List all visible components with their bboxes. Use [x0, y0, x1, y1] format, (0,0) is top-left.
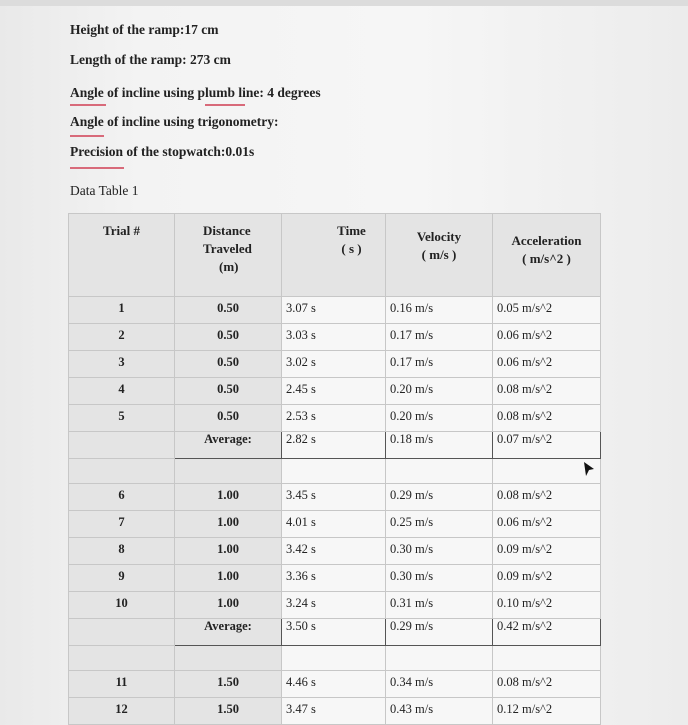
trial-group-1	[69, 297, 601, 432]
mouse-pointer-icon	[582, 461, 596, 479]
trial-group-3	[69, 671, 601, 725]
angle-plumb-text: Angle of incline using plumb line: 4 degrees	[70, 85, 321, 100]
trial-cell: 8	[69, 538, 175, 565]
ramp-length-text: Length of the ramp: 273 cm	[70, 52, 231, 67]
trial-cell: 9	[69, 565, 175, 592]
spacer-cell	[386, 459, 493, 484]
distance-cell: 1.00	[175, 565, 282, 592]
acceleration-cell: 0.06 m/s^2	[493, 511, 601, 538]
table-row	[69, 511, 601, 538]
acceleration-cell: 0.09 m/s^2	[493, 538, 601, 565]
time-cell: 3.07 s	[282, 297, 386, 324]
spacer-cell	[175, 646, 282, 671]
header-distance-line2: Traveled	[203, 241, 252, 256]
acceleration-cell: 0.06 m/s^2	[493, 351, 601, 378]
header-time-line1: Time	[337, 223, 366, 238]
spacer-cell	[175, 459, 282, 484]
table-row	[69, 351, 601, 378]
blank-cell	[69, 432, 175, 459]
distance-cell: 0.50	[175, 378, 282, 405]
header-row	[69, 214, 601, 297]
velocity-cell: 0.34 m/s	[386, 671, 493, 698]
acceleration-cell: 0.08 m/s^2	[493, 671, 601, 698]
velocity-cell: 0.43 m/s	[386, 698, 493, 725]
spacer-cell	[282, 646, 386, 671]
trial-cell: 5	[69, 405, 175, 432]
header-distance	[175, 214, 282, 297]
time-cell: 4.46 s	[282, 671, 386, 698]
velocity-cell: 0.30 m/s	[386, 565, 493, 592]
ramp-height-text: Height of the ramp:17 cm	[70, 22, 219, 37]
distance-cell: 1.00	[175, 511, 282, 538]
header-velocity-line1: Velocity	[416, 229, 462, 244]
spellcheck-underline	[70, 104, 106, 106]
distance-cell: 1.00	[175, 484, 282, 511]
trial-cell: 7	[69, 511, 175, 538]
trial-cell: 6	[69, 484, 175, 511]
time-cell: 3.03 s	[282, 324, 386, 351]
table-row	[69, 484, 601, 511]
blank-cell	[69, 619, 175, 646]
angle-trig-text: Angle of incline using trigonometry:	[70, 114, 279, 129]
time-cell: 3.42 s	[282, 538, 386, 565]
table-row	[69, 297, 601, 324]
trial-cell: 11	[69, 671, 175, 698]
time-cell: 3.45 s	[282, 484, 386, 511]
velocity-cell: 0.25 m/s	[386, 511, 493, 538]
table-row	[69, 405, 601, 432]
header-distance-line3: (m)	[219, 259, 239, 274]
distance-cell: 1.50	[175, 671, 282, 698]
table-row	[69, 565, 601, 592]
trial-cell: 10	[69, 592, 175, 619]
spellcheck-underline	[205, 104, 245, 106]
table-row	[69, 698, 601, 725]
average-time: 3.50 s	[282, 619, 386, 646]
distance-cell: 0.50	[175, 351, 282, 378]
average-row-1	[69, 432, 601, 459]
velocity-cell: 0.20 m/s	[386, 378, 493, 405]
trial-group-2	[69, 484, 601, 619]
acceleration-cell: 0.06 m/s^2	[493, 324, 601, 351]
spellcheck-underline	[70, 167, 124, 169]
trial-cell: 12	[69, 698, 175, 725]
acceleration-cell: 0.08 m/s^2	[493, 484, 601, 511]
average-velocity: 0.18 m/s	[386, 432, 493, 459]
table-caption: Data Table 1	[70, 183, 139, 198]
acceleration-cell: 0.05 m/s^2	[493, 297, 601, 324]
trial-cell: 4	[69, 378, 175, 405]
time-cell: 4.01 s	[282, 511, 386, 538]
top-edge	[0, 0, 688, 6]
average-velocity: 0.29 m/s	[386, 619, 493, 646]
average-row-2	[69, 619, 601, 646]
time-cell: 3.47 s	[282, 698, 386, 725]
average-time: 2.82 s	[282, 432, 386, 459]
time-cell: 2.45 s	[282, 378, 386, 405]
average-label: Average:	[175, 432, 282, 459]
table-row	[69, 324, 601, 351]
spacer-cell	[69, 459, 175, 484]
data-table	[68, 213, 601, 725]
table-row	[69, 538, 601, 565]
header-time	[282, 214, 386, 297]
table-row	[69, 378, 601, 405]
acceleration-cell: 0.09 m/s^2	[493, 565, 601, 592]
header-velocity-line2: ( m/s )	[421, 247, 457, 262]
acceleration-cell: 0.10 m/s^2	[493, 592, 601, 619]
distance-cell: 0.50	[175, 324, 282, 351]
trial-cell: 3	[69, 351, 175, 378]
precision-text: Precision of the stopwatch:0.01s	[70, 144, 255, 159]
spellcheck-underline	[70, 135, 104, 137]
velocity-cell: 0.16 m/s	[386, 297, 493, 324]
velocity-cell: 0.17 m/s	[386, 324, 493, 351]
time-cell: 3.24 s	[282, 592, 386, 619]
acceleration-cell: 0.12 m/s^2	[493, 698, 601, 725]
velocity-cell: 0.30 m/s	[386, 538, 493, 565]
spacer-row	[69, 459, 601, 484]
trial-cell: 2	[69, 324, 175, 351]
distance-cell: 1.50	[175, 698, 282, 725]
acceleration-cell: 0.08 m/s^2	[493, 405, 601, 432]
header-acceleration	[493, 214, 601, 297]
trial-cell: 1	[69, 297, 175, 324]
average-acceleration: 0.42 m/s^2	[493, 619, 601, 646]
time-cell: 3.36 s	[282, 565, 386, 592]
header-accel-line1: Acceleration	[511, 233, 582, 248]
spacer-cell	[386, 646, 493, 671]
distance-cell: 1.00	[175, 538, 282, 565]
header-time-line2: ( s )	[341, 241, 362, 256]
header-distance-line1: Distance	[203, 223, 251, 238]
table-row	[69, 671, 601, 698]
velocity-cell: 0.17 m/s	[386, 351, 493, 378]
average-label: Average:	[175, 619, 282, 646]
spacer-cell	[69, 646, 175, 671]
spacer-cell	[493, 646, 601, 671]
acceleration-cell: 0.08 m/s^2	[493, 378, 601, 405]
time-cell: 3.02 s	[282, 351, 386, 378]
distance-cell: 0.50	[175, 297, 282, 324]
spacer-cell	[282, 459, 386, 484]
velocity-cell: 0.20 m/s	[386, 405, 493, 432]
time-cell: 2.53 s	[282, 405, 386, 432]
velocity-cell: 0.31 m/s	[386, 592, 493, 619]
table-row	[69, 592, 601, 619]
header-trial: Trial #	[69, 214, 175, 297]
velocity-cell: 0.29 m/s	[386, 484, 493, 511]
distance-cell: 0.50	[175, 405, 282, 432]
header-velocity	[386, 214, 493, 297]
spacer-row	[69, 646, 601, 671]
header-accel-line2: ( m/s^2 )	[522, 251, 571, 266]
distance-cell: 1.00	[175, 592, 282, 619]
average-acceleration: 0.07 m/s^2	[493, 432, 601, 459]
